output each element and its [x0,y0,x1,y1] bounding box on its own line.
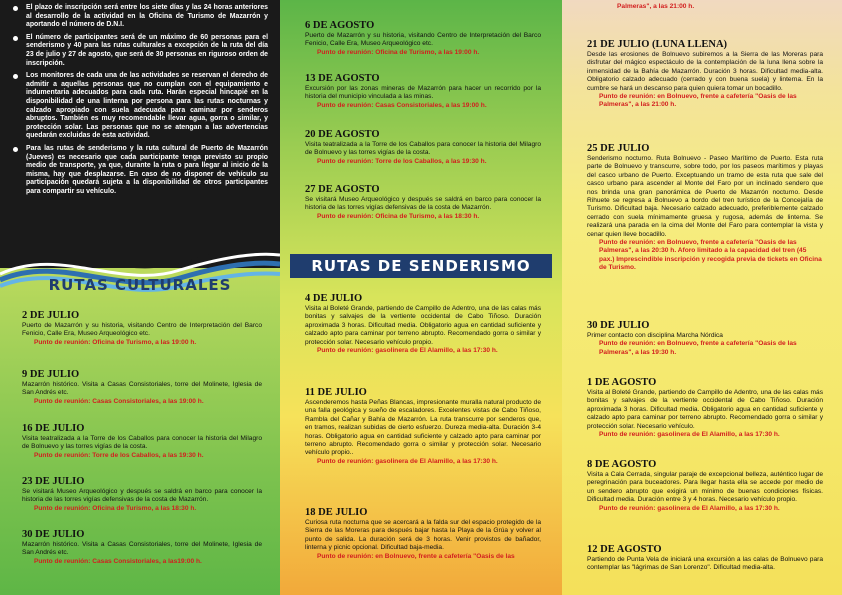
entry-date: 25 DE JULIO [587,143,650,154]
list-item [22,423,262,476]
entry-meeting-point: Punto de reunión: Oficina de Turismo, a las 18:30 h. [317,212,480,220]
right-panel [562,0,842,595]
list-item [305,293,541,387]
entry-date: 30 DE JULIO [22,529,85,540]
entry-meeting-point: Punto de reunión: en Bolnuevo, frente a cafetería "Oasis de las Palmeras", a las 21:00 h. [599,93,797,109]
culturales-list [22,310,262,566]
entry-meeting-point: Punto de reunión: gasolinera de El Alamillo, a las 17:30 h. [599,504,780,512]
entry-description: Ascenderemos hasta Peñas Blancas, impresionante muralla natural producto de una falla geológica y sueño de escaladores. Excelentes vistas de Cabo Tiñoso, Rambla del Cañar y Bahía de Mazarrón. La ruta transcurre por senderos que, en tramos, realizan subidas de cierto esfuerzo. Dureza media-alta. Duración 3-4 horas. Obligatorio agua en cantidad suficiente y calzado apto para caminar por terreno abrupto. Recomendado gorra o similar y protección solar. Necesario vehículo propio.. [305,399,541,457]
entry-date: 13 DE AGOSTO [305,73,380,84]
list-item [305,507,541,561]
entry-description: Se visitará Museo Arqueológico y después se saldrá en barco para conocer la historia de las torres vigías defensivas de la costa de Mazarrón. [305,196,541,212]
info-item: El número de participantes será de un máximo de 60 personas para el senderismo y 40 para las rutas culturales a excepción de la ruta del día 23 de julio y 27 de agosto, que será de 30 personas en riguroso orden de inscripción. [10,34,268,68]
list-item [22,529,262,566]
list-item [587,544,823,573]
entry-meeting-point: Punto de reunión: Oficina de Turismo, a las 19:00 h. [34,338,197,346]
entry-meeting-point: Punto de reunión: Oficina de Turismo, a las 18:30 h. [34,504,197,512]
entry-description: Desde las erosiones de Bolnuevo subiremos a la Sierra de las Moreras para disfrutar del mágico espectáculo de la contemplación de la luna llena sobre la inmensidad de la Bahía de Mazarrón. Duración 3 horas. Dificultad media-alta. Obligatorio calzado adecuado (cerrado y con buena suela) y linterna. En la cumbre se hará un descanso para quien quiera tomar un bocadillo. [587,51,823,92]
agosto-culturales-list [305,20,541,221]
info-item: Para las rutas de senderismo y la ruta cultural de Puerto de Mazarrón (Jueves) es necesario que cada participante tenga previsto su propio medio de transporte, ya que, durante la ruta o para llegar al inicio de la misma, hay que desplazarse. En caso de no disponer de vehículo su participación quedará sujeta a la disponibilidad de otros participantes para compartir su vehículo. [10,145,268,197]
entry-date: 27 DE AGOSTO [305,184,380,195]
entry-date: 11 DE JULIO [305,387,367,398]
entry-description: Puerto de Mazarrón y su historia, visitando Centro de Interpretación del Barco Fenicio, Calle Era, Museo Arqueológico etc. [22,322,262,338]
entry-meeting-point: Punto de reunión: Oficina de Turismo, a las 19:00 h. [317,48,480,56]
entry-meeting-point: Punto de reunión: Casas Consistoriales, a las 19:00 h. [34,397,204,405]
entry-description: Mazarrón histórico. Visita a Casas Consistoriales, torre del Molinete, Iglesia de San Andrés etc. [22,381,262,397]
entry-date: 21 DE JULIO (LUNA LLENA) [587,39,728,50]
entry-date: 1 DE AGOSTO [587,377,657,388]
entry-date: 30 DE JULIO [587,320,650,331]
entry-description: Se visitará Museo Arqueológico y después se saldrá en barco para conocer la historia de las torres vigías defensivas de la costa de Mazarrón. [22,488,262,504]
list-item [305,20,541,73]
list-item [587,3,823,39]
list-item [587,377,823,459]
entry-description: Visita al Boleté Grande, partiendo de Campillo de Adentro, una de las calas más bonitas y salvajes de la vertiente occidental de Cabo Tiñoso. Duración aproximada 3 horas. Dificultad media. Obligatorio agua en cantidad suficiente y calzado apto para caminar por terreno abrupto. Recomendado gorra o similar y protección solar. Necesario vehículo. [587,389,823,430]
list-item [22,310,262,369]
list-item [22,369,262,423]
list-item [587,143,823,320]
list-item [305,73,541,129]
entry-date: 23 DE JULIO [22,476,85,487]
entry-description: Senderismo nocturno. Ruta Bolnuevo - Paseo Marítimo de Puerto. Esta ruta parte de Bolnuevo y transcurre, sobre todo, por los paseos marítimos y playas del casco urbano de Puerto. Exceptuando un tramo de esta ruta que sale del casco urbano para ascender al Monte del Faro por un inclinado sendero que nos brinda una gran panorámica de Puerto de Mazarrón nocturno. Desde Rihuete se regresa a Bolnuevo a bordo del tren turístico de la Concejalía de Turismo. Dificultad baja. Necesario calzado adecuado, preferiblemente calzado cerrado con suela mínimamente gruesa y rugosa, además de linterna. Se realizará una parada en la cima del Monte del Faro para contemplar la vista y cenar quien lleve bocadillo. [587,155,823,238]
entry-date: 2 DE JULIO [22,310,80,321]
list-item [305,184,541,221]
entry-meeting-point: Punto de reunión: Torre de los Caballos, a las 19:30 h. [34,451,204,459]
entry-meeting-point-continued: Palmeras", a las 21:00 h. [617,3,695,10]
entry-description: Visita al Boleté Grande, partiendo de Campillo de Adentro, una de las calas más bonitas y salvajes de la vertiente occidental de Cabo Tiñoso. Duración aproximada 3 horas. Dificultad media. Obligatorio agua en cantidad suficiente y calzado apto para caminar por terreno abrupto. Recomendado gorra o similar y protección solar. Necesario vehículo propio. [305,305,541,346]
entry-description: Visita teatralizada a la Torre de los Caballos para conocer la historia del Milagro de Bolnuevo y las torres vigías de la costa. [22,435,262,451]
entry-date: 4 DE JULIO [305,293,363,304]
entry-date: 16 DE JULIO [22,423,85,434]
entry-date: 9 DE JULIO [22,369,80,380]
entry-meeting-point: Punto de reunión: Casas Consistoriales, a las 19:00 h. [317,101,487,109]
entry-meeting-point: Punto de reunión: en Bolnuevo, frente a cafetería "Oasis de las Palmeras", a las 19:30 h. [599,340,797,356]
list-item [587,320,823,377]
list-item [305,129,541,184]
entry-description: Mazarrón histórico. Visita a Casas Consistoriales, torre del Molinete, Iglesia de San Andrés etc. [22,541,262,557]
senderismo-continued-list [587,3,823,573]
info-list [10,4,268,200]
entry-meeting-point: Punto de reunión: en Bolnuevo, frente a cafetería "Oasis de las Palmeras", a las 20:30 h. Aforo limitado a la capacidad del tren (45 pax.) Imprescindible inscripción y recogida previa de tickets en Oficina de Turismo. [599,239,822,272]
entry-meeting-point: Punto de reunión: gasolinera de El Alamillo, a las 17:30 h. [317,457,498,465]
list-item [587,459,823,544]
list-item [22,476,262,529]
entry-description: Primer contacto con disciplina Marcha Nórdica [587,332,723,339]
entry-date: 8 DE AGOSTO [587,459,657,470]
entry-date: 20 DE AGOSTO [305,129,380,140]
entry-meeting-point: Punto de reunión: gasolinera de El Alamillo, a las 17:30 h. [317,347,498,355]
info-item: Los monitores de cada una de las actividades se reservan el derecho de admitir a aquellas personas que no cumplan con el equipamiento e indumentaria adecuados para cada ruta. Harán especial hincapié en la disponibilidad de una linterna por persona para las rutas nocturnas y calzado apropiado con suela adecuada para caminar por senderos abruptos. También es muy recomendable llevar agua, gorra o similar, y protección solar. Las personas que no se atengan a las advertencias quedarán excluidas de esta actividad. [10,72,268,141]
list-item [587,39,823,143]
entry-description: Excursión por las zonas mineras de Mazarrón para hacer un recorrido por la historia del municipio vinculada a las minas. [305,85,541,101]
section-title-rutas-senderismo: RUTAS DE SENDERISMO [290,254,552,278]
section-title-rutas-culturales: RUTAS CULTURALES [48,276,232,294]
middle-panel [280,0,562,595]
senderismo-list [305,293,541,561]
entry-meeting-point: Punto de reunión: Torre de los Caballos, a las 19:30 h. [317,157,487,165]
info-item: El plazo de inscripción será entre los siete días y las 24 horas anteriores al desarrollo de la actividad en la Oficina de Turismo de Mazarrón y aportando el número de D.N.I. [10,4,268,30]
entry-description: Visita teatralizada a la Torre de los Caballos para conocer la historia del Milagro de Bolnuevo y las torres vigías de la costa. [305,141,541,157]
entry-meeting-point: Punto de reunión: gasolinera de El Alamillo, a las 17:30 h. [599,431,780,439]
entry-meeting-point: Punto de reunión: Casas Consistoriales, a las19:00 h. [34,557,202,565]
entry-date: 18 DE JULIO [305,507,368,518]
entry-description: Curiosa ruta nocturna que se acercará a la falda sur del espacio protegido de la Sierra de las Moreras para después bajar hasta la Playa de la Grúa y volver al punto de salida. La duración será de 3 horas. Venir provistos de bañador, linterna y picnic opcional. Dificultad baja-media. [305,519,541,552]
list-item [305,387,541,507]
entry-date: 6 DE AGOSTO [305,20,375,31]
left-panel [0,0,280,595]
entry-description: Partiendo de Punta Vela de iniciará una excursión a las calas de Bolnuevo para contemplar las "lágrimas de San Lorenzo". Dificultad media-alta. [587,556,823,572]
entry-date: 12 DE AGOSTO [587,544,662,555]
entry-meeting-point: Punto de reunión: en Bolnuevo, frente a cafetería "Oasis de las [317,552,515,560]
entry-description: Visita a Cala Cerrada, singular paraje de excepcional belleza, auténtico lugar de peregrinación para buceadores. Para llegar hasta ella se accede por medio de un sendero abrupto que exigirá un mínimo de buenas condiciones físicas. Dificultad media. Duración entre 3 y 4 horas. Necesario vehículo propio. [587,471,823,504]
entry-description: Puerto de Mazarrón y su historia, visitando Centro de Interpretación del Barco Fenicio, Calle Era, Museo Arqueológico etc. [305,32,541,48]
